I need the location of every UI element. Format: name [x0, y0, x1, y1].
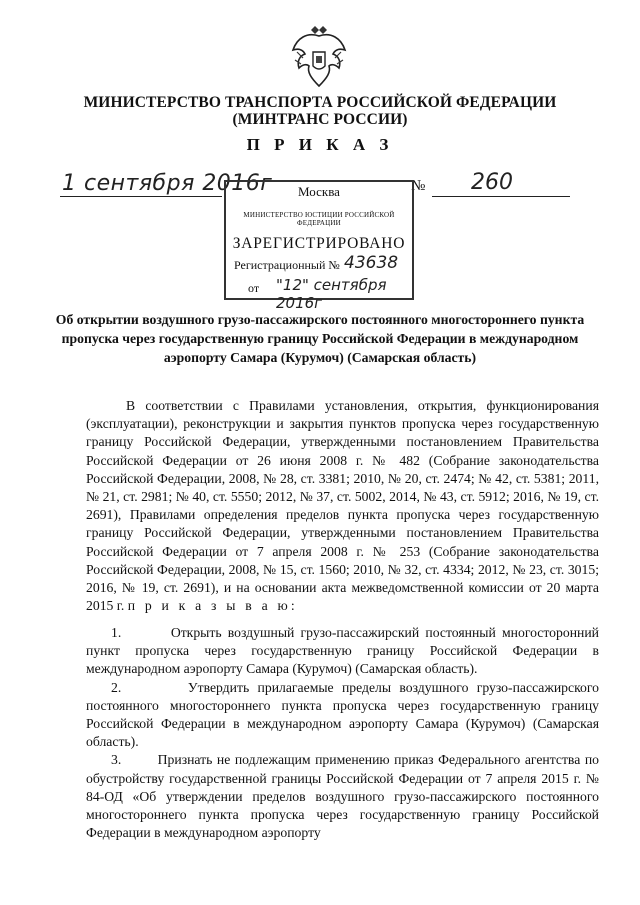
item-number: 3. [111, 752, 122, 768]
list-item [86, 624, 599, 679]
item-number: 1. [111, 625, 122, 640]
stamp-city: Москва [298, 184, 340, 199]
list-item [86, 679, 599, 752]
stamp-reg-number-label: Регистрационный № [234, 258, 340, 272]
number-underline [432, 196, 570, 197]
item-text: Признать не подлежащим применению приказ Федерального агентства по обустройству государственной границы Российской Федерации от 7 апреля 2015 г. № 84-ОД «Об утверждении пределов воздушного грузо-пассажирского постоянного многостороннего пункта пропуска через государственную границу Российской Федерации в международном аэропорту [86, 752, 600, 841]
preamble [86, 397, 599, 615]
russian-coat-of-arms-icon [289, 24, 349, 88]
order-title: П Р И К А З [246, 135, 394, 154]
stamp-date-prefix: от [248, 281, 260, 295]
list-item [86, 751, 599, 842]
ministry-name: МИНИСТЕРСТВО ТРАНСПОРТА РОССИЙСКОЙ ФЕДЕРАЦИИ [83, 94, 557, 111]
order-word: п р и к а з ы в а ю: [127, 598, 298, 614]
stamp-ministry: МИНИСТЕРСТВО ЮСТИЦИИ РОССИЙСКОЙ ФЕДЕРАЦИИ [243, 211, 395, 227]
stamp-date: "12" сентября 2016г [276, 276, 387, 312]
ministry-short-name: (МИНТРАНС РОССИИ) [232, 111, 408, 128]
preamble-text: В соответствии с Правилами установления, открытия, функционирования (эксплуатации), реконструкции и закрытия пунктов пропуска через государственную границу Российской Федерации, утвержденными постановлением Правительства Российской Федерации от 26 июня 2008 г. № 482 (Собрание законодательства Российской Федерации, 2008, № 28, ст. 3381; 2010, № 20, ст. 2474; № 42, ст. 5381; 2011, № 21, ст. 2981; № 40, ст. 5550; 2012, № 37, ст. 5002, 2014, № 43, ст. 5912; 2016, № 19, ст. 2691), Правилами определения пределов пункта пропуска через государственную границу Российской Федерации, утвержденными постановлением Правительства Российской Федерации от 7 апреля 2008 г. № 253 (Собрание законодательства Российской Федерации, 2008, № 15, ст. 1560; 2010, № 32, ст. 4334; 2012, № 23, ст. 3015; 2016, № 19, ст. 2691), и на основании акта межведомственной комиссии от 20 марта 2015 г. [86, 398, 599, 614]
number-sign: № [411, 178, 426, 194]
item-text: Утвердить прилагаемые пределы воздушного грузо-пассажирского постоянного многостороннего пункта пропуска через государственную границу Российской Федерации в международном аэропорту Самара (Курумоч) (Самарская область). [86, 679, 599, 750]
item-number: 2. [111, 679, 122, 695]
registration-stamp [224, 180, 414, 312]
stamp-reg-number: 43638 [344, 253, 399, 273]
stamp-registered: ЗАРЕГИСТРИРОВАНО [232, 235, 406, 252]
item-text: Открыть воздушный грузо-пассажирский постоянный многосторонний пункт пропуска через государственную границу Российской Федерации в международном аэропорту Самара (Курумоч) (Самарская область). [86, 625, 600, 677]
order-items [86, 624, 599, 842]
date-underline [60, 196, 222, 197]
order-date: 1 сентября 2016г [62, 171, 273, 196]
order-number: 260 [471, 170, 513, 195]
order-subject: Об открытии воздушного грузо-пассажирского постоянного многостороннего пункта пропуска через государственную границу Российской Федерации в международном аэропорту Самара (Курумоч) (Самарская область) [55, 312, 585, 365]
